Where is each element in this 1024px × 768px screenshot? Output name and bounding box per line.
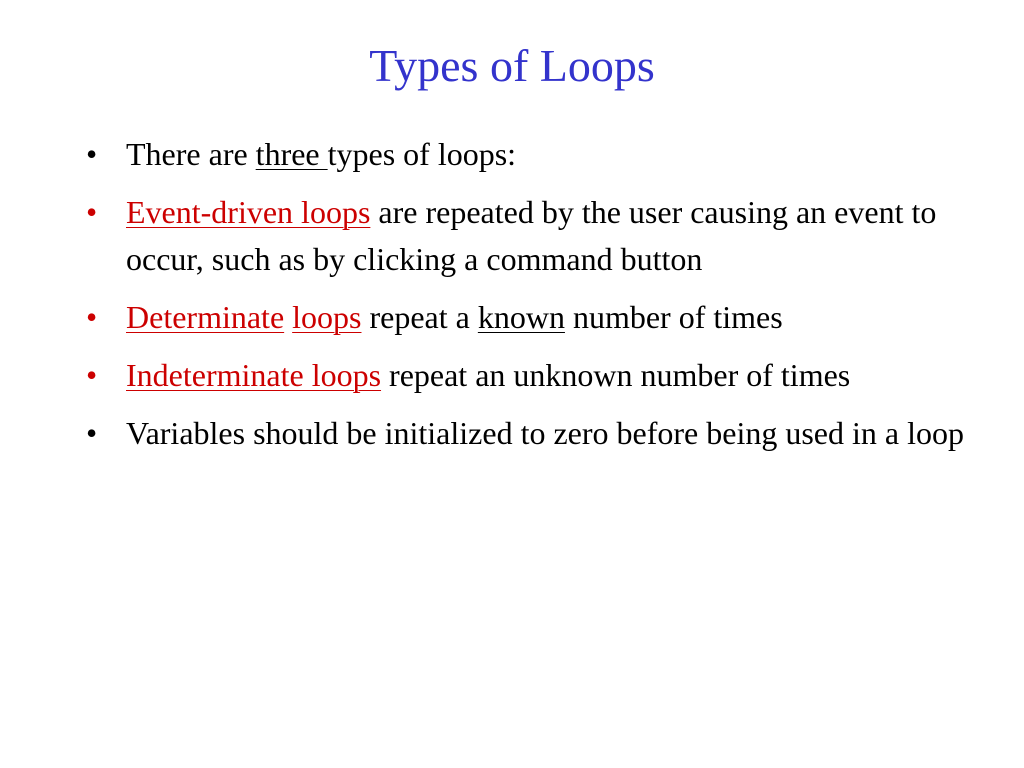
bullet-text: are repeated by the user causing an event to occur, such as by clicking a command button: [126, 194, 937, 277]
bullet-dot-icon: •: [86, 356, 98, 393]
bullet-item-event-driven: [86, 189, 966, 282]
bullet-text: There are: [126, 136, 256, 172]
bullet-text: Variables should be initialized to zero before being used in a loop: [126, 414, 964, 451]
slide-title: Types of Loops: [369, 40, 655, 91]
bullet-item-variables: [86, 410, 966, 457]
bullet-text: repeat an unknown number of times: [381, 356, 851, 393]
bullet-dot-icon: •: [86, 414, 98, 451]
bullet-item-determinate: [86, 294, 966, 341]
bullet-emphasis-three: three: [255, 136, 328, 172]
bullet-text: repeat a: [361, 298, 478, 335]
bullet-text: [284, 299, 292, 335]
bullet-term-indeterminate-loops: Indeterminate loops: [126, 356, 382, 393]
bullet-dot-icon: •: [86, 194, 98, 230]
bullet-list: [86, 131, 966, 468]
bullet-item-three-types: [86, 131, 966, 178]
bullet-emphasis-known: known: [477, 298, 565, 335]
bullet-text: types of loops:: [327, 136, 517, 172]
bullet-term-determinate: Determinate: [126, 298, 285, 335]
bullet-dot-icon: •: [86, 136, 98, 172]
bullet-item-indeterminate: [86, 352, 966, 399]
bullet-text: number of times: [564, 298, 783, 335]
bullet-dot-icon: •: [86, 298, 98, 335]
bullet-term-loops: loops: [292, 298, 362, 335]
bullet-term-event-driven-loops: Event-driven loops: [126, 194, 371, 230]
